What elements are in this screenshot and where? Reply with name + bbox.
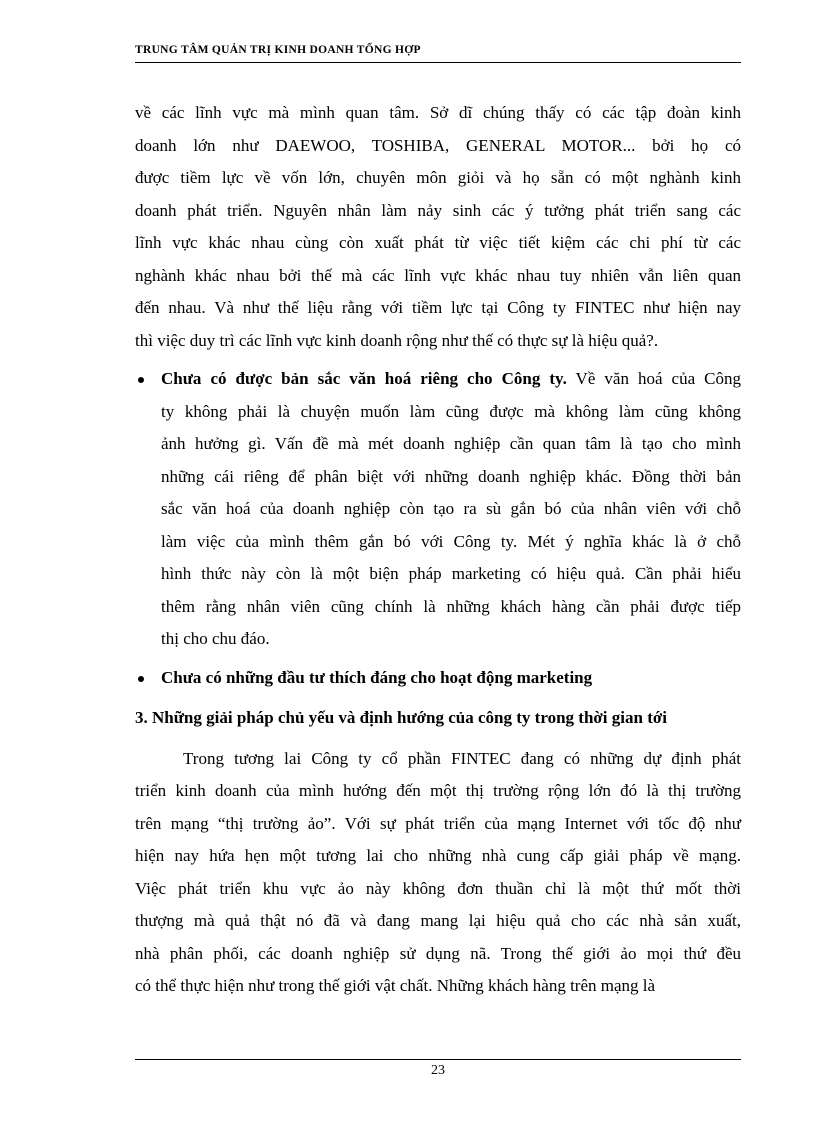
text-line: ảnh hưởng gì. Vấn đề mà mét doanh nghiệp cần quan tâm là tạo cho mình	[161, 434, 741, 453]
page-body	[135, 97, 741, 1003]
paragraph-future-plans	[135, 743, 741, 1003]
text-line: có thể thực hiện như trong thế giới vật chất. Những khách hàng trên mạng là	[135, 976, 656, 995]
text-line: lĩnh vực khác nhau cùng còn xuất phát từ việc tiết kiệm các chi phí từ các	[135, 233, 741, 252]
section-heading: 3. Những giải pháp chủ yếu và định hướng của công ty trong thời gian tới	[135, 708, 668, 727]
bullet-text: Về văn hoá của Công	[566, 369, 741, 388]
bullet-item-marketing	[135, 662, 741, 695]
text-line: nghành khác nhau bởi thế mà các lĩnh vực khác nhau tuy nhiên vẫn liên quan	[135, 265, 741, 285]
text-line: được tiềm lực về vốn lớn, chuyên môn giỏi và họ sẵn có một nghành kinh	[135, 168, 741, 187]
text-line: triển kinh doanh của mình hướng đến một thị trường rộng lớn đó là thị trường	[135, 781, 741, 800]
footer-divider	[135, 1059, 741, 1060]
text-line: hiện nay hứa hẹn một tương lai cho những nhà cung cấp giải pháp về mạng.	[135, 846, 741, 865]
text-line: làm việc của mình thêm gắn bó với Công ty. Mét ý nghĩa khác là ở chỗ	[161, 531, 741, 551]
text-line: những cái riêng để phân biệt với những doanh nghiệp khác. Đồng thời bản	[161, 466, 741, 486]
text-line: sắc văn hoá của doanh nghiệp còn tạo ra sù gắn bó của nhân viên với chỗ	[161, 499, 741, 518]
text-line: thượng mà quả thật nó đã và đang mang lại hiệu quả cho các nhà sản xuất,	[135, 911, 741, 930]
text-line: thêm rằng nhân viên cũng chính là những khách hàng cần phải được tiếp	[161, 596, 741, 616]
text-line: Trong tương lai Công ty cổ phần FINTEC đang có những dự định phát	[183, 748, 741, 768]
text-line: thị cho chu đáo.	[161, 629, 270, 648]
text-line: doanh lớn như DAEWOO, TOSHIBA, GENERAL MOTOR... bởi họ có	[135, 135, 741, 155]
text-line: trên mạng “thị trường ảo”. Với sự phát triển của mạng Internet với tốc độ như	[135, 813, 741, 833]
bullet-title: Chưa có được bản sắc văn hoá riêng cho Công ty.	[161, 369, 567, 388]
text-line: Việc phát triển khu vực ảo này không đơn thuần chỉ là một thứ mốt thời	[135, 878, 741, 898]
text-line: ty không phải là chuyện muốn làm cũng được mà không làm cũng không	[161, 401, 741, 421]
page-number: 23	[431, 1063, 445, 1078]
text-line: thì việc duy trì các lĩnh vực kinh doanh rộng như thế có thực sự là hiệu quả?.	[135, 330, 659, 350]
header-divider	[135, 62, 741, 63]
page-header-title: TRUNG TÂM QUẢN TRỊ KINH DOANH TỔNG HỢP	[135, 44, 421, 56]
text-line: về các lĩnh vực mà mình quan tâm. Sở dĩ chúng thấy có các tập đoàn kinh	[135, 103, 741, 122]
text-line: đến nhau. Và như thế liệu rằng với tiềm lực tại Công ty FINTEC như hiện nay	[135, 298, 741, 317]
bullet-title: Chưa có những đầu tư thích đáng cho hoạt động marketing	[161, 667, 593, 687]
text-line: hình thức này còn là một biện pháp marketing có hiệu quả. Cần phải hiểu	[161, 564, 741, 583]
text-line: doanh phát triển. Nguyên nhân làm nảy sinh các ý tưởng phát triển sang các	[135, 200, 741, 220]
bullet-item-culture	[135, 363, 741, 656]
paragraph-continued	[135, 97, 741, 357]
bullet-first-line	[161, 363, 741, 396]
text-line: nhà phân phối, các doanh nghiệp sử dụng nã. Trong thế giới ảo mọi thứ đều	[135, 943, 741, 963]
